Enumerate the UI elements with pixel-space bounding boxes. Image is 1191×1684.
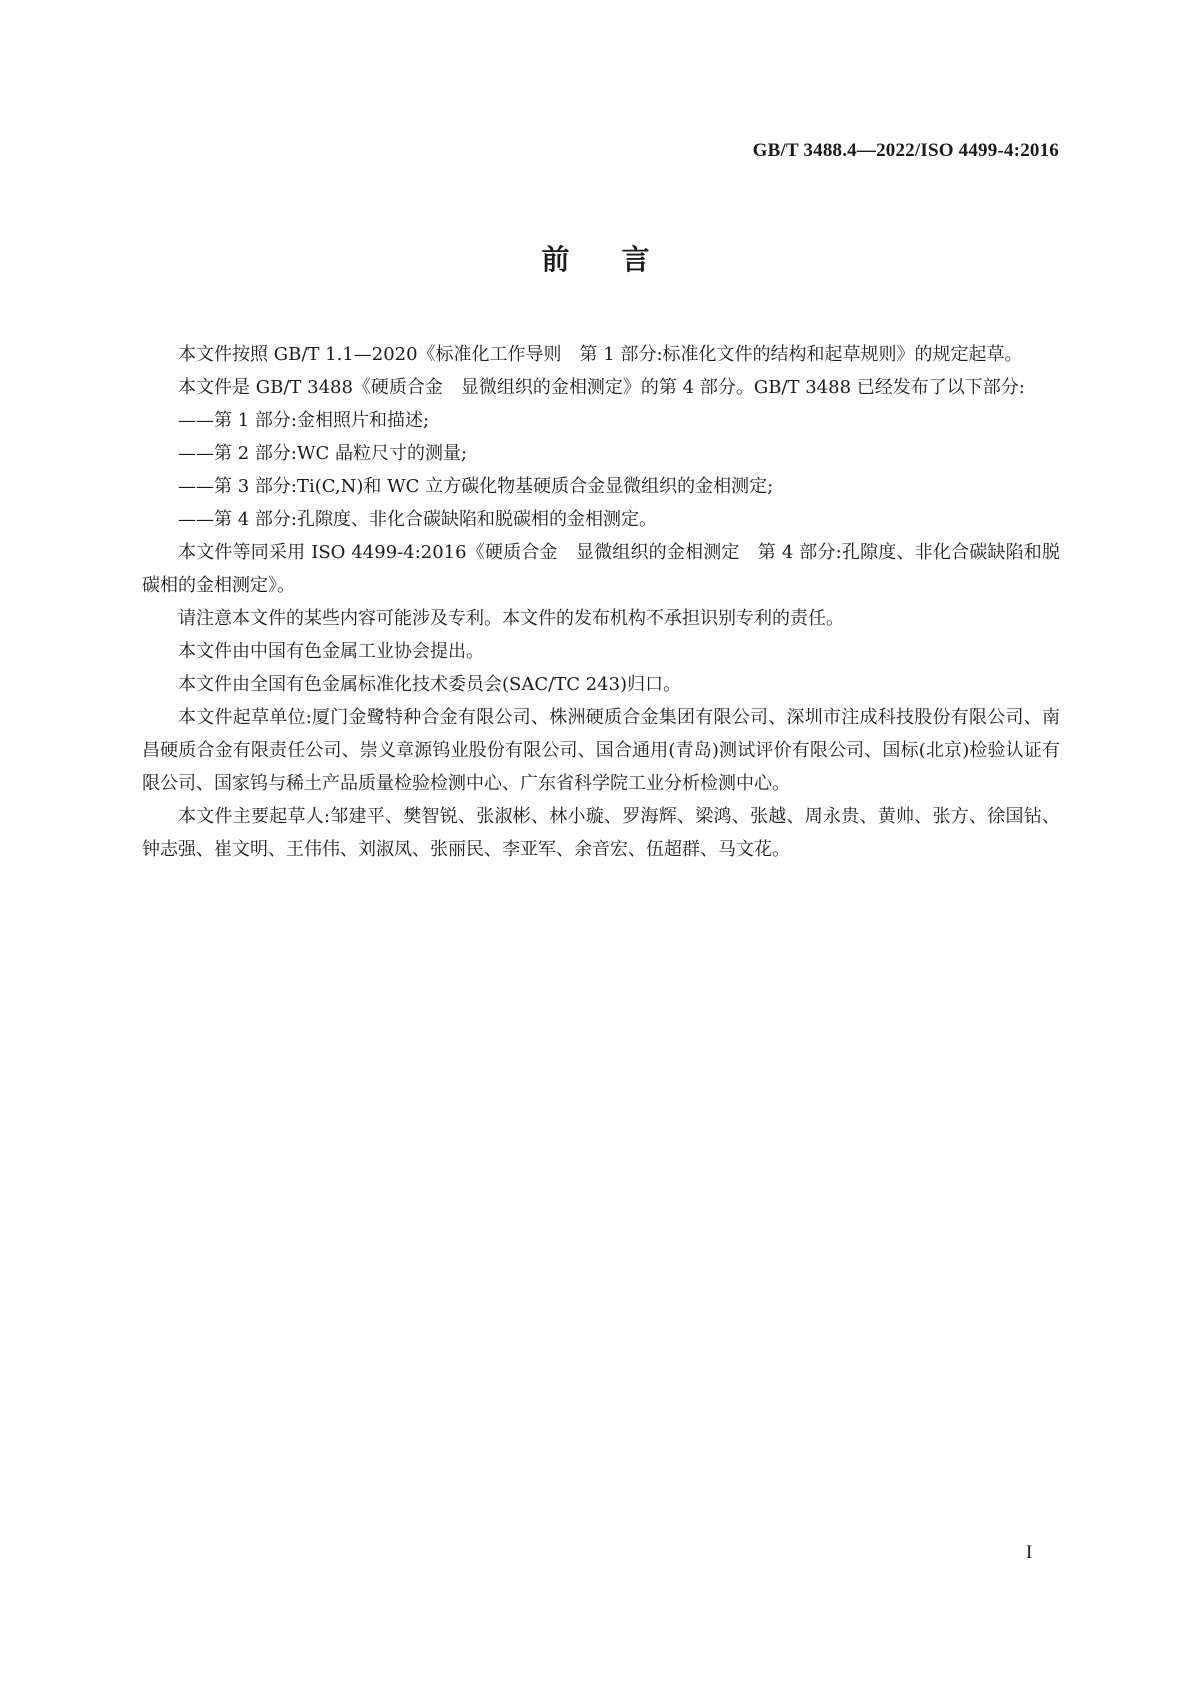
list-item-part-1: ——第 1 部分:金相照片和描述; bbox=[178, 410, 430, 431]
paragraph-patent-notice: 请注意本文件的某些内容可能涉及专利。本文件的发布机构不承担识别专利的责任。 bbox=[178, 608, 844, 629]
paragraph-equivalence: 本文件等同采用 ISO 4499-4:2016《硬质合金 显微组织的金相测定 第 4 部分:孔隙度、非化合碳缺陷和脱碳相的金相测定》。 bbox=[142, 542, 1060, 596]
list-item-part-4: ——第 4 部分:孔隙度、非化合碳缺陷和脱碳相的金相测定。 bbox=[178, 509, 657, 530]
paragraph-proposed-by: 本文件由中国有色金属工业协会提出。 bbox=[178, 641, 484, 662]
page-title: 前言 bbox=[541, 243, 702, 276]
paragraph-drafting-units: 本文件起草单位:厦门金鹭特种合金有限公司、株洲硬质合金集团有限公司、深圳市注成科技股份有限公司、南昌硬质合金有限责任公司、崇义章源钨业股份有限公司、国合通用(青岛)测试评价有限公司、国标(北京)检验认证有限公司、国家钨与稀土产品质量检验检测中心、广东省科学院工业分析检测中心。 bbox=[142, 707, 1060, 794]
list-item-part-2: ——第 2 部分:WC 晶粒尺寸的测量; bbox=[178, 443, 468, 464]
page-number: I bbox=[1026, 1542, 1033, 1563]
standard-code: GB/T 3488.4—2022/ISO 4499-4:2016 bbox=[752, 140, 1059, 161]
foreword-body bbox=[142, 338, 1060, 866]
paragraph-drafters: 本文件主要起草人:邹建平、樊智锐、张淑彬、林小璇、罗海辉、梁鸿、张越、周永贵、黄帅、张方、徐国钻、钟志强、崔文明、王伟伟、刘淑凤、张丽民、李亚军、余音宏、伍超群、马文花。 bbox=[142, 806, 1060, 860]
paragraph-drafting-basis: 本文件按照 GB/T 1.1—2020《标准化工作导则 第 1 部分:标准化文件的结构和起草规则》的规定起草。 bbox=[178, 344, 1023, 365]
paragraph-series-intro: 本文件是 GB/T 3488《硬质合金 显微组织的金相测定》的第 4 部分。GB/T 3488 已经发布了以下部分: bbox=[178, 377, 1025, 398]
list-item-part-3: ——第 3 部分:Ti(C,N)和 WC 立方碳化物基硬质合金显微组织的金相测定; bbox=[178, 476, 774, 497]
paragraph-administered-by: 本文件由全国有色金属标准化技术委员会(SAC/TC 243)归口。 bbox=[178, 674, 682, 695]
